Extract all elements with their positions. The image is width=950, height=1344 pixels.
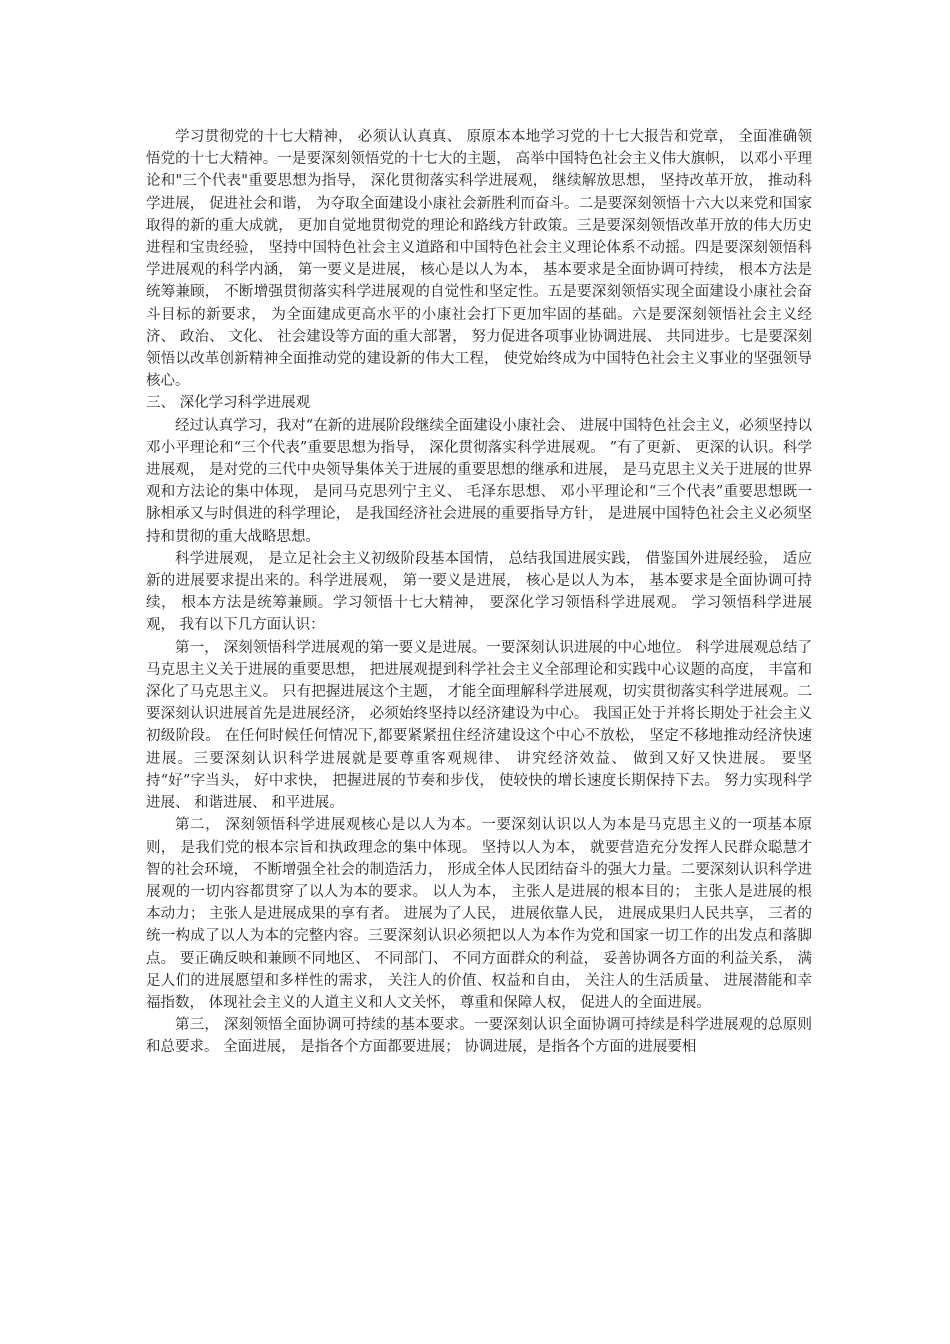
- paragraph-1: 学习贯彻党的十七大精神， 必须认认真真、 原原本本地学习党的十七大报告和党章， 全面准确领悟党的十七大精神。一是要深刻领悟党的十七大的主题， 高举中国特色社会主义伟大旗帜， 以邓小平理论和"三个代表"重要思想为指导， 深化贯彻落实科学进展观， 继续解放思想， 坚持改革开放， 推动科学进展， 促进社会和谐， 为夺取全面建设小康社会新胜利而奋斗。二是要深刻领悟十六大以来党和国家取得的新的重大成就， 更加自觉地贯彻党的理论和路线方针政策。三是要深刻领悟改革开放的伟大历史进程和宝贵经验， 坚持中国特色社会主义道路和中国特色社会主义理论体系不动摇。四是要深刻领悟科学进展观的科学内涵， 第一要义是进展， 核心是以人为本， 基本要求是全面协调可持续， 根本方法是统筹兼顾， 不断增强贯彻落实科学进展观的自觉性和坚定性。五是要深刻领悟实现全面建设小康社会奋斗目标的新要求， 为全面建成更高水平的小康社会打下更加牢固的基础。六是要深刻领悟社会主义经济、 政治、 文化、 社会建设等方面的重大部署， 努力促进各项事业协调进展、 共同进步。七是要深刻领悟以改革创新精神全面推动党的建设新的伟大工程， 使党始终成为中国特色社会主义事业的坚强领导核心。: [146, 129, 812, 390]
- paragraph-6: 第三， 深刻领悟全面协调可持续的基本要求。一要深刻认识全面协调可持续是科学进展观的总原则和总要求。 全面进展， 是指各个方面都要进展； 协调进展，是指各个方面的进展要相: [146, 1017, 812, 1056]
- paragraph-5: 第二， 深刻领悟科学进展观核心是以人为本。一要深刻认识以人为本是马克思主义的一项基本原则， 是我们党的根本宗旨和执政理念的集中体现。 坚持以人为本， 就要营造充分发挥人民群众聪慧才智的社会环境， 不断增强全社会的制造活力， 形成全体人民团结奋斗的强大力量。二要深刻认识科学进展观的一切内容都贯穿了以人为本的要求。 以人为本， 主张人是进展的根本目的； 主张人是进展的根本动力； 主张人是进展成果的享有者。 进展为了人民， 进展依靠人民， 进展成果归人民共享， 三者的统一构成了以人为本的完整内容。三要深刻认识必须把以人为本作为党和国家一切工作的出发点和落脚点。 要正确反映和兼顾不同地区、 不同部门、 不同方面群众的利益， 妥善协调各方面的利益关系， 满足人们的进展愿望和多样性的需求， 关注人的价值、权益和自由， 关注人的生活质量、 进展潜能和幸福指数， 体现社会主义的人道主义和人文关怀， 尊重和保障人权， 促进人的全面进展。: [146, 817, 812, 1011]
- document-page: [146, 126, 812, 1059]
- paragraph-3: 科学进展观， 是立足社会主义初级阶段基本国情， 总结我国进展实践， 借鉴国外进展经验， 适应新的进展要求提出来的。科学进展观， 第一要义是进展， 核心是以人为本， 基本要求是全面协调可持续， 根本方法是统筹兼顾。学习领悟十七大精神， 要深化学习领悟科学进展观。 学习领悟科学进展观， 我有以下几方面认识：: [146, 550, 812, 634]
- paragraph-4: 第一， 深刻领悟科学进展观的第一要义是进展。一要深刻认识进展的中心地位。 科学进展观总结了马克思主义关于进展的重要思想， 把进展观提到科学社会主义全部理论和实践中心议题的高度， 丰富和深化了马克思主义。 只有把握进展这个主题， 才能全面理解科学进展观，切实贯彻落实科学进展观。二要深刻认识进展首先是进展经济， 必须始终坚持以经济建设为中心。 我国正处于并将长期处于社会主义初级阶段。 在任何时候任何情况下,都要紧紧扭住经济建设这个中心不放松， 坚定不移地推动经济快速进展。三要深刻认识科学进展就是要尊重客观规律、 讲究经济效益、 做到又好又快进展。 要坚持“好”字当头， 好中求快， 把握进展的节奏和步伐， 使较快的增长速度长期保持下去。 努力实现科学进展、 和谐进展、 和平进展。: [146, 639, 812, 812]
- paragraph-2: 经过认真学习，我对“在新的进展阶段继续全面建设小康社会、 进展中国特色社会主义，必须坚持以邓小平理论和“三个代表”重要思想为指导， 深化贯彻落实科学进展观。 ”有了更新、 更深的认识。科学进展观， 是对党的三代中央领导集体关于进展的重要思想的继承和进展， 是马克思主义关于进展的世界观和方法论的集中体现， 是同马克思列宁主义、 毛泽东思想、 邓小平理论和“三个代表”重要思想既一脉相承又与时俱进的科学理论， 是我国经济社会进展的重要指导方针， 是进展中国特色社会主义必须坚持和贯彻的重大战略思想。: [146, 417, 812, 545]
- section-heading-3: 三、 深化学习科学进展观: [146, 395, 311, 412]
